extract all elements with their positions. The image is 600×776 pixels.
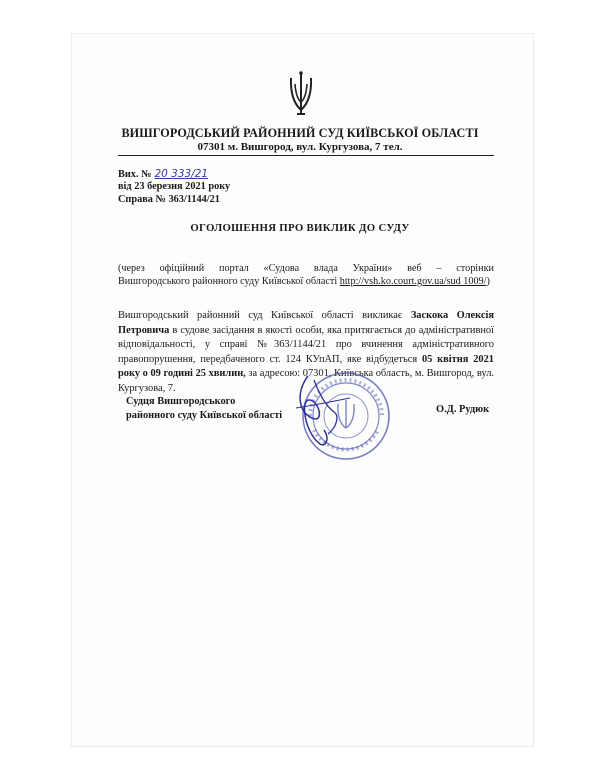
judge-title-line-2: районного суду Київської області xyxy=(126,410,283,421)
portal-line-2 xyxy=(118,275,490,288)
portal-suffix: ) xyxy=(486,276,490,287)
handwritten-signature xyxy=(290,372,356,452)
person-name: Заскока Олексія Петровича xyxy=(118,310,494,336)
outgoing-number: 20 333/21 xyxy=(154,168,209,180)
portal-line-1: (через офіційний портал «Судова влада України» веб – сторінки xyxy=(118,263,494,274)
body-part-1: Вишгородський районний суд Київської області викликає xyxy=(118,310,411,321)
body-part-3: за адресою: 07301, Київська область, м. Вишгород, вул. Кургузова, 7. xyxy=(118,368,494,394)
hearing-datetime: 05 квітня 2021 року о 09 годині 25 хвилин, xyxy=(118,353,495,380)
trident-emblem-icon xyxy=(288,70,314,116)
court-title: ВИШГОРОДСЬКИЙ РАЙОННИЙ СУД КИЇВСЬКОЇ ОБЛАСТІ xyxy=(121,126,479,140)
judge-title xyxy=(126,395,282,423)
portal-prefix: Вишгородського районного суду Київської області xyxy=(118,276,340,287)
body-part-2: в судове засідання в якості особи, яка притягається до адміністративної відповідальності, у справі №363/1144/21 про вчинення адміністративного правопорушення, передбаченого ст. 124 КУпАП, яке відбудеться xyxy=(118,324,494,365)
portal-link[interactable]: http://vsh.ko.court.gov.ua/sud 1009/ xyxy=(339,276,487,287)
outgoing-number-line xyxy=(118,168,208,180)
judge-title-line-1: Судця Вишгородського xyxy=(126,396,236,407)
header-divider xyxy=(118,155,494,156)
outgoing-label: Вих. № xyxy=(118,169,152,180)
document-date: від 23 березня 2021 року xyxy=(118,181,231,192)
judge-name: О.Д. Рудюк xyxy=(436,404,490,415)
notice-heading: ОГОЛОШЕННЯ ПРО ВИКЛИК ДО СУДУ xyxy=(190,222,410,234)
case-number: Справа № 363/1144/21 xyxy=(118,194,220,205)
court-address: 07301 м. Вишгород, вул. Кургузова, 7 тел. xyxy=(197,141,403,153)
